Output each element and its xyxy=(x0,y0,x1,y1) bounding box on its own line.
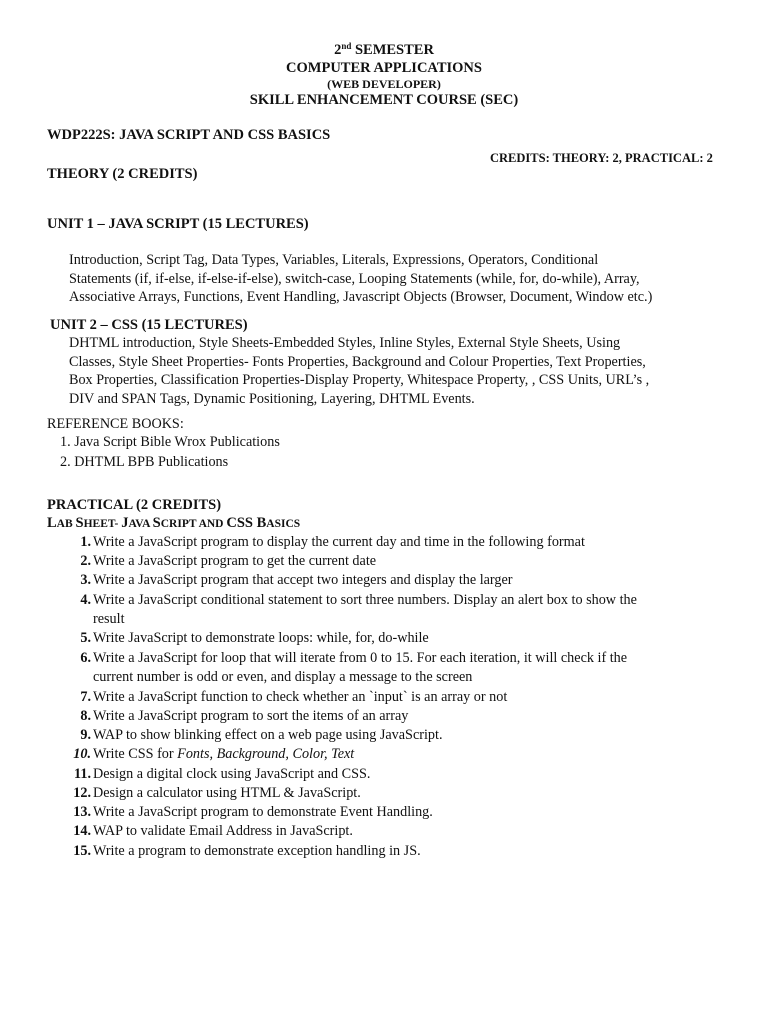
course-type-heading: SKILL ENHANCEMENT COURSE (SEC) xyxy=(249,92,519,108)
unit2-line: DHTML introduction, Style Sheets-Embedded Styles, Inline Styles, External Style Sheets, Using xyxy=(69,335,621,351)
unit2-content xyxy=(69,334,719,408)
list-item: 4. Write a JavaScript conditional statement to sort three numbers. Display an alert box to show the result xyxy=(80,592,637,627)
unit2-line: Box Properties, Classification Properties-Display Property, Whitespace Property, , CSS Units, URL’s , xyxy=(69,372,650,388)
reference-item: 2. DHTML BPB Publications xyxy=(60,454,229,470)
unit1-line: Statements (if, if-else, if-else-if-else), switch-case, Looping Statements (while, for, do-while), Array, xyxy=(69,270,640,287)
lab-sheet-heading: LAB SHEET- JAVA SCRIPT AND CSS BASICS xyxy=(47,515,301,531)
unit1-line: Introduction, Script Tag, Data Types, Variables, Literals, Expressions, Operators, Conditional xyxy=(69,252,599,268)
list-item: 6. Write a JavaScript for loop that will iterate from 0 to 15. For each iteration, it will check if the current number is odd or even, and display a message to the screen xyxy=(80,650,628,685)
unit2-line: DIV and SPAN Tags, Dynamic Positioning, Layering, DHTML Events. xyxy=(69,390,475,407)
unit1-heading: UNIT 1 – JAVA SCRIPT (15 LECTURES) xyxy=(47,216,309,232)
practical-heading: PRACTICAL (2 CREDITS) xyxy=(47,497,222,513)
program-heading: COMPUTER APPLICATIONS xyxy=(286,60,482,76)
semester-heading: 2nd SEMESTER xyxy=(334,41,434,58)
unit2-line: Classes, Style Sheet Properties- Fonts Properties, Background and Colour Properties, Text Properties, xyxy=(69,353,646,370)
theory-heading: THEORY (2 CREDITS) xyxy=(47,166,198,182)
credits-line: CREDITS: THEORY: 2, PRACTICAL: 2 xyxy=(490,151,713,165)
reference-item: 1. Java Script Bible Wrox Publications xyxy=(60,434,280,450)
course-title: WDP222S: JAVA SCRIPT AND CSS BASICS xyxy=(47,127,331,143)
unit1-content xyxy=(69,251,719,307)
specialization-heading: (WEB DEVELOPER) xyxy=(327,77,441,91)
unit2-heading: UNIT 2 – CSS (15 LECTURES) xyxy=(50,317,248,333)
references-heading: REFERENCE BOOKS: xyxy=(47,416,184,432)
unit1-line: Associative Arrays, Functions, Event Handling, Javascript Objects (Browser, Document, Window etc.) xyxy=(69,289,653,305)
